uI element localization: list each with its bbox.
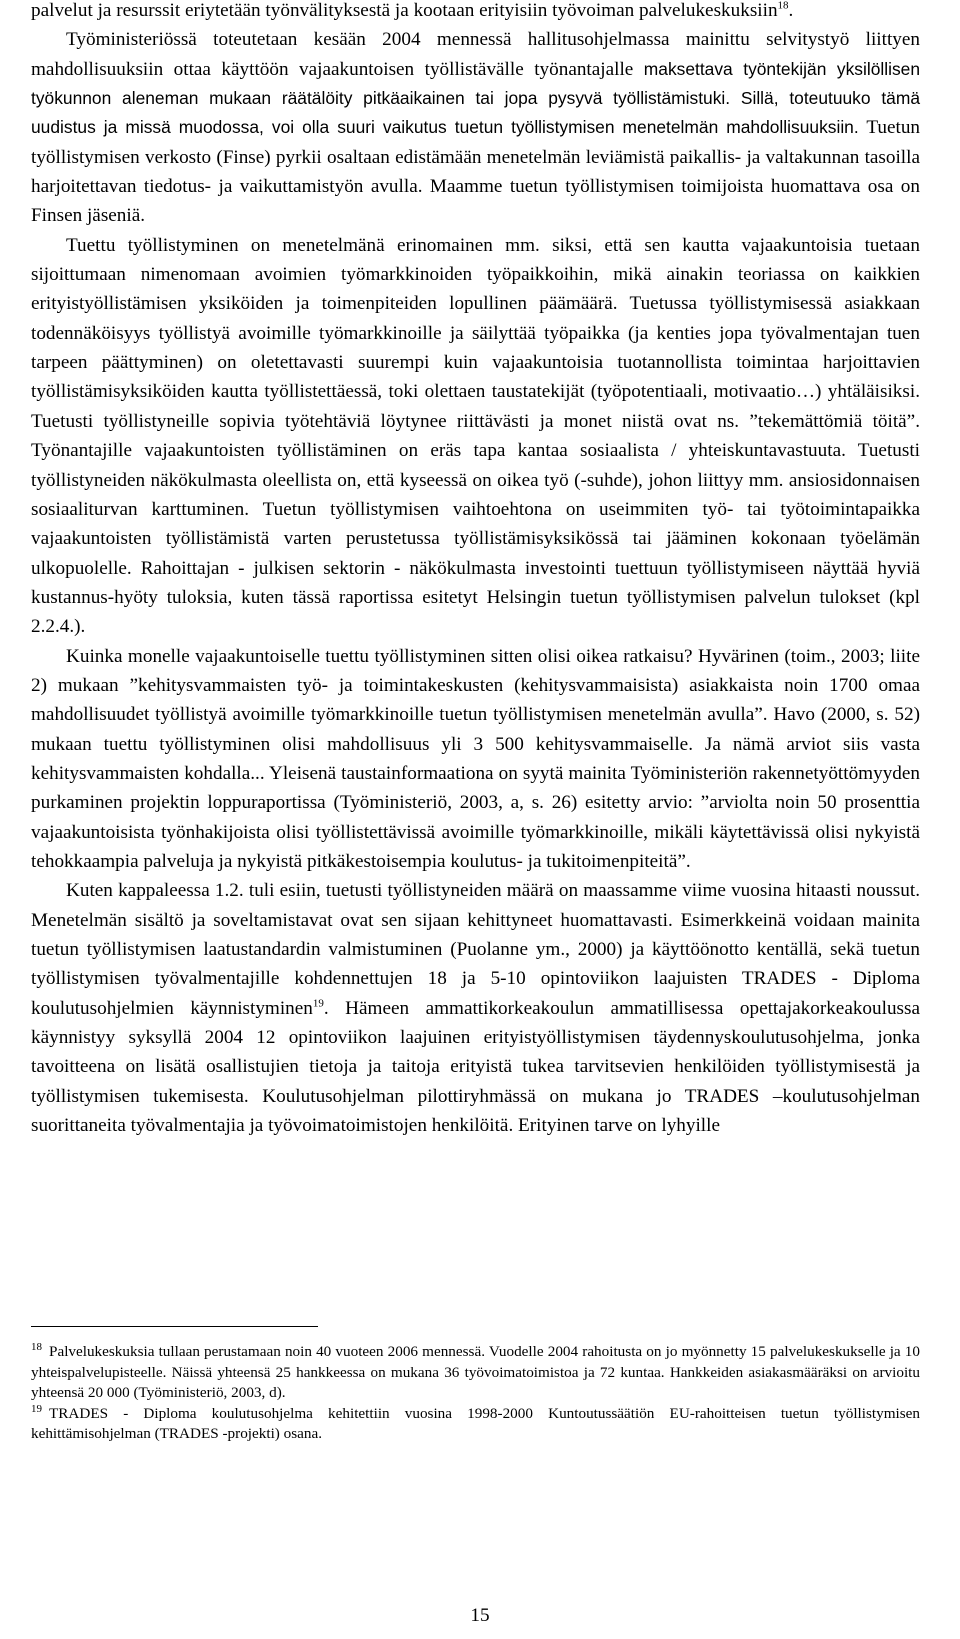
paragraph-2-part-a: Työministeriössä toteutetaan kesään 2004 mennessä hallitusohjelmassa mainittu selvitystyö liittyen mahdollisuuksiin ottaa käyttöön vajaakuntoisen työllistävälle työnantajalle bbox=[31, 29, 920, 80]
paragraph-1 bbox=[31, 0, 920, 25]
footnote-19-text: TRADES - Diploma koulutusohjelma kehitettiin vuosina 1998-2000 Kuntoutussäätiön EU-rahoitteisen tuetun työllistymisen kehittämisohjelman (TRADES -projekti) osana. bbox=[31, 1404, 920, 1443]
paragraph-2-part-c: Tuetun työllistymisen verkosto (Finse) pyrkii osaltaan edistämään menetelmän leviämistä paikallis- ja valtakunnan tasoilla harjoitettavan tiedotus- ja vaikuttamistyön avulla. Maamme tuetun työllistymisen toimijoista huomattava osa on Finsen jäseniä. bbox=[31, 117, 921, 227]
paragraph-1-tail: . bbox=[788, 0, 794, 21]
footnote-separator bbox=[31, 1326, 318, 1327]
paragraph-4: Kuinka monelle vajaakuntoiselle tuettu työllistyminen sitten olisi oikea ratkaisu? Hyvärinen (toim., 2003; liite 2) mukaan ”kehitysvammaisten työ- ja toimintakeskusten (kehitysvammaisista) asiakkaista noin 1700 omaa mahdollisuudet työllistyä avoimille työmarkkinoille tuetun työllistymisen menetelmän avulla”. Havo (2000, s. 52) mukaan tuettu työllistyminen olisi mahdollisuus yli 3 500 kehitysvammaiselle. Ja nämä arviot siis vasta kehitysvammaisten kohdalla... Yleisenä taustainformaationa on syytä mainita Työministeriön rakennetyöttömyyden purkaminen projektin loppuraportissa (Työministeriö, 2003, a, s. 26) esitetty arvio: ”arviolta noin 50 prosenttia vajaakuntoisista työnhakijoista olisi työllistettävissä avoimille työmarkkinoille, mikäli käytettävissä olisi nykyistä tehokkaampia palveluja ja nykyistä pitkäkestoisempia koulutus- ja tukitoimenpiteitä”. bbox=[31, 645, 920, 872]
footnotes bbox=[31, 1342, 920, 1445]
paragraph-2 bbox=[31, 25, 920, 230]
paragraph-5 bbox=[31, 876, 920, 1140]
footnote-ref-18: 18 bbox=[777, 0, 789, 12]
footnote-19 bbox=[31, 1404, 920, 1445]
footnote-18-text: Palvelukeskuksia tullaan perustamaan noin 40 vuoteen 2006 mennessä. Vuodelle 2004 rahoitusta on jo myönnetty 15 palvelukeskukselle ja 10 yhteispalvelupisteelle. Näissä yhteensä 25 hankkeessa on mukana 36 työvoimatoimistoa ja 72 kuntaa. Hankkeiden asiakasmääräksi on arvioitu yhteensä 20 000 (Työministeriö, 2003, d). bbox=[31, 1343, 920, 1402]
body-text bbox=[31, 0, 920, 1140]
footnote-18 bbox=[31, 1342, 920, 1404]
paragraph-5-part-b: . Hämeen ammattikorkeakoulun ammatillisessa opettajakorkeakoulussa käynnistyy syksyllä 2004 12 opintoviikon laajuinen erityistyöllistymisen täydennyskoulutusohjelma, jonka tavoitteena on lisätä osallistujien tietoja ja taitoja erityistä tukea tarvitsevien henkilöiden työllistymisestä ja työllistymisen tukemisesta. Koulutusohjelman pilottiryhmässä on mukana jo TRADES –koulutusohjelman suorittaneita työvalmentajia ja työvoimatoimistojen henkilöitä. Erityinen tarve on lyhyille bbox=[31, 997, 920, 1137]
paragraph-5-part-a: Kuten kappaleessa 1.2. tuli esiin, tuetusti työllistyneiden määrä on maassamme viime vuosina hitaasti noussut. Menetelmän sisältö ja soveltamistavat ovat sen sijaan kehittyneet huomattavasti. Esimerkkeinä voidaan mainita tuetun työllistymisen laatustandardin valmistuminen (Puolanne ym., 2000) ja käyttöönotto kentällä, sekä tuetun työllistymisen työvalmentajille kohdennettujen 18 ja 5-10 opintoviikon laajuisten TRADES - Diploma koulutusohjelmien käynnistyminen bbox=[31, 880, 920, 1019]
paragraph-3: Tuettu työllistyminen on menetelmänä erinomainen mm. siksi, että sen kautta vajaakuntoisia tuetaan sijoittumaan nimenomaan avoimien työmarkkinoiden työpaikkoihin, mikä ainakin teoriassa on kaikkien erityistyöllistämisen yksiköiden ja toimenpiteiden lopullinen päämäärä. Tuetussa työllistymisessä asiakkaan todennäköisyys työllistyä avoimille työmarkkinoille ja säilyttää työpaikka (ja kenties jopa työvalmentajan tuen tarpeen päättyminen) on oletettavasti suurempi kuin vajaakuntoisia tuotannollista toimintaa harjoittavien työllistämisyksiköiden kautta työllistettäessä, toki olettaen taustatekijät (työpotentiaali, motivaatio…) yhtäläisiksi. Tuetusti työllistyneille sopivia työtehtäviä löytynee riittävästi ja monet niistä ovat ns. ”tekemättömiä töitä”. Työnantajille vajaakuntoisten työllistäminen on eräs tapa kantaa sosiaalista / yhteiskuntavastuuta. Tuetusti työllistyneiden näkökulmasta oleellista on, että kyseessä on oikea työ (-suhde), johon liittyy mm. ansiosidonnaisen sosiaaliturvan karttuminen. Tuetun työllistymisen vaihtoehtona on useimmiten työ- tai työtoimintapaikka vajaakuntoisten työllistämistä varten perustetussa työllistämisyksikössä tai jääminen kokonaan työelämän ulkopuolelle. Rahoittajan - julkisen sektorin - näkökulmasta investointi tuettuun työllistymiseen näyttää hyviä kustannus-hyöty tuloksia, kuten tässä raportissa esitetyt Helsingin tuetun työllistymisen palvelun tulokset (kpl 2.2.4.). bbox=[31, 234, 920, 638]
footnote-19-mark: 19 bbox=[31, 1402, 42, 1415]
footnote-ref-19: 19 bbox=[312, 997, 324, 1010]
paragraph-2-part-b: maksettava työntekijän yksilöllisen työkunnon aleneman mukaan räätälöity pitkäaikainen tai jopa pysyvä työllistämistuki. Sillä, toteutuuko tämä uudistus ja missä muodossa, voi olla suuri vaikutus tuetun työllistymisen menetelmän mahdollisuuksiin. bbox=[31, 58, 921, 138]
footnote-18-mark: 18 bbox=[31, 1340, 42, 1353]
page-number: 15 bbox=[470, 1605, 490, 1626]
paragraph-1-text: palvelut ja resurssit eriytetään työnvälityksestä ja kootaan erityisiin työvoiman palvelukeskuksiin bbox=[31, 0, 778, 21]
